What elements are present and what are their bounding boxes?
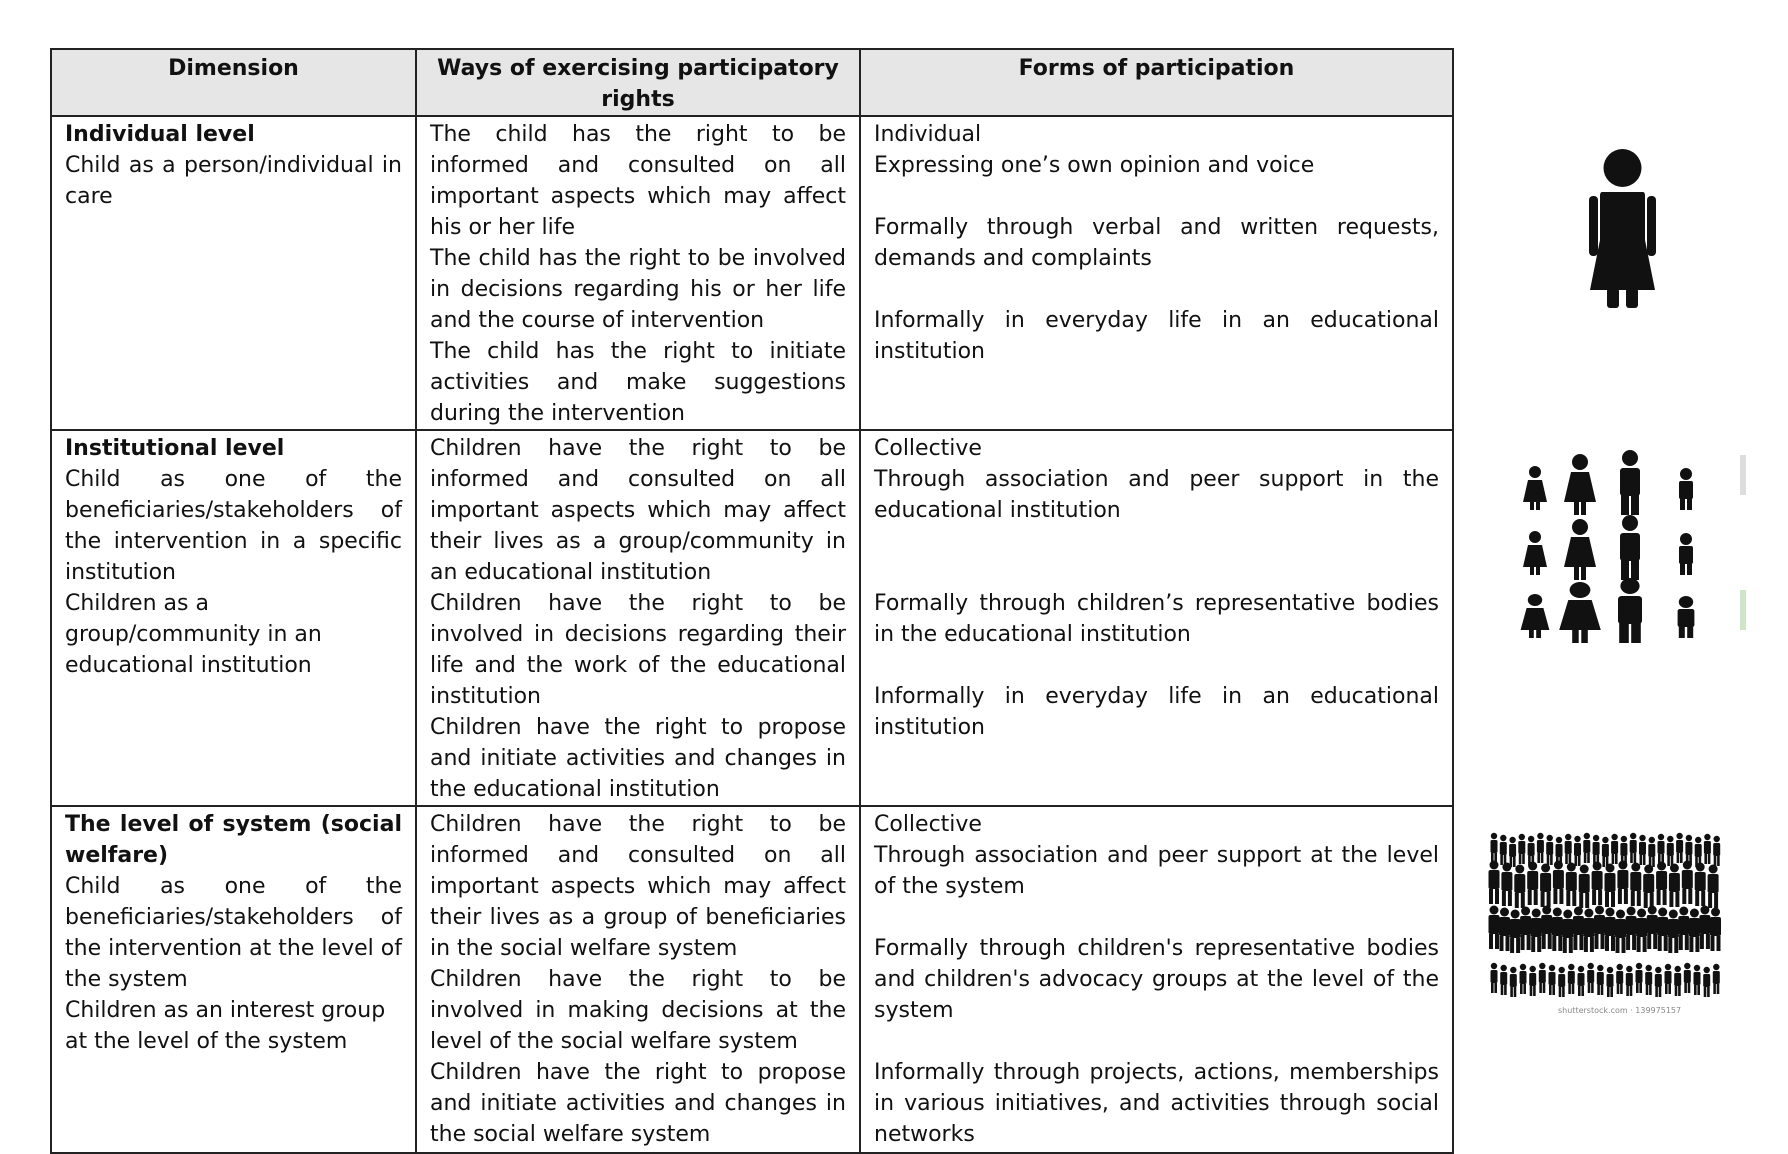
people-group-icon <box>1500 450 1765 650</box>
table-row <box>51 430 1453 806</box>
ways-item: The child has the right to be informed and consulted on all important aspects which may affect his or her life <box>430 122 846 240</box>
header-row <box>51 49 1453 116</box>
forms-cell <box>860 430 1453 806</box>
ways-item: The child has the right to initiate activities and make suggestions during the intervention <box>430 339 846 426</box>
crowd-silhouette-icon <box>1488 830 1728 1010</box>
table-row <box>51 806 1453 1153</box>
ways-cell <box>416 430 860 806</box>
ways-item: Children have the right to be informed and consulted on all important aspects which may affect their lives as a group/community in an educational institution <box>430 436 846 585</box>
ways-cell <box>416 116 860 430</box>
forms-type: Collective <box>874 436 982 461</box>
forms-cell <box>860 806 1453 1153</box>
header-ways: Ways of exercising participatory rights <box>416 49 860 116</box>
dimension-line: Children as an interest group at the level of the system <box>65 998 386 1054</box>
dimension-title: Individual level <box>65 122 255 147</box>
forms-type: Individual <box>874 122 982 147</box>
forms-item: Through association and peer support at the level of the system <box>874 843 1439 899</box>
forms-item: Informally through projects, actions, memberships in various initiatives, and activities through social networks <box>874 1060 1439 1147</box>
dimension-line: Children as a group/community in an educational institution <box>65 591 322 678</box>
forms-item: Informally in everyday life in an educational institution <box>874 308 1439 364</box>
dimension-cell <box>51 806 416 1153</box>
ways-cell <box>416 806 860 1153</box>
forms-item: Formally through children's representative bodies and children's advocacy groups at the level of the system <box>874 936 1439 1023</box>
dimension-title: The level of system (social welfare) <box>65 812 402 868</box>
forms-item: Expressing one’s own opinion and voice <box>874 153 1315 178</box>
child-silhouette-icon <box>1585 148 1660 308</box>
dimension-title: Institutional level <box>65 436 285 461</box>
forms-type: Collective <box>874 812 982 837</box>
forms-item: Formally through children’s representative bodies in the educational institution <box>874 591 1439 647</box>
header-forms: Forms of participation <box>860 49 1453 116</box>
ways-item: Children have the right to be informed and consulted on all important aspects which may affect their lives as a group of beneficiaries in the social welfare system <box>430 812 846 961</box>
dimension-line: Child as one of the beneficiaries/stakeholders of the intervention at the level of the system <box>65 874 402 992</box>
header-dimension: Dimension <box>51 49 416 116</box>
forms-item: Informally in everyday life in an educational institution <box>874 684 1439 740</box>
forms-cell <box>860 116 1453 430</box>
table-row <box>51 116 1453 430</box>
watermark-text: shutterstock.com · 139975157 <box>1558 1006 1682 1015</box>
dimension-line: Child as one of the beneficiaries/stakeholders of the intervention in a specific institution <box>65 467 402 585</box>
participation-table <box>50 48 1454 1154</box>
ways-item: Children have the right to propose and initiate activities and changes in the educational institution <box>430 715 846 802</box>
dimension-line: Child as a person/individual in care <box>65 153 402 209</box>
ways-item: The child has the right to be involved in decisions regarding his or her life and the course of intervention <box>430 246 846 333</box>
forms-item: Formally through verbal and written requests, demands and complaints <box>874 215 1439 271</box>
dimension-cell <box>51 430 416 806</box>
dimension-cell <box>51 116 416 430</box>
ways-item: Children have the right to be involved in making decisions at the level of the social welfare system <box>430 967 846 1054</box>
ways-item: Children have the right to be involved in decisions regarding their life and the work of the educational institution <box>430 591 846 709</box>
ways-item: Children have the right to propose and initiate activities and changes in the social welfare system <box>430 1060 846 1147</box>
forms-item: Through association and peer support in the educational institution <box>874 467 1439 523</box>
